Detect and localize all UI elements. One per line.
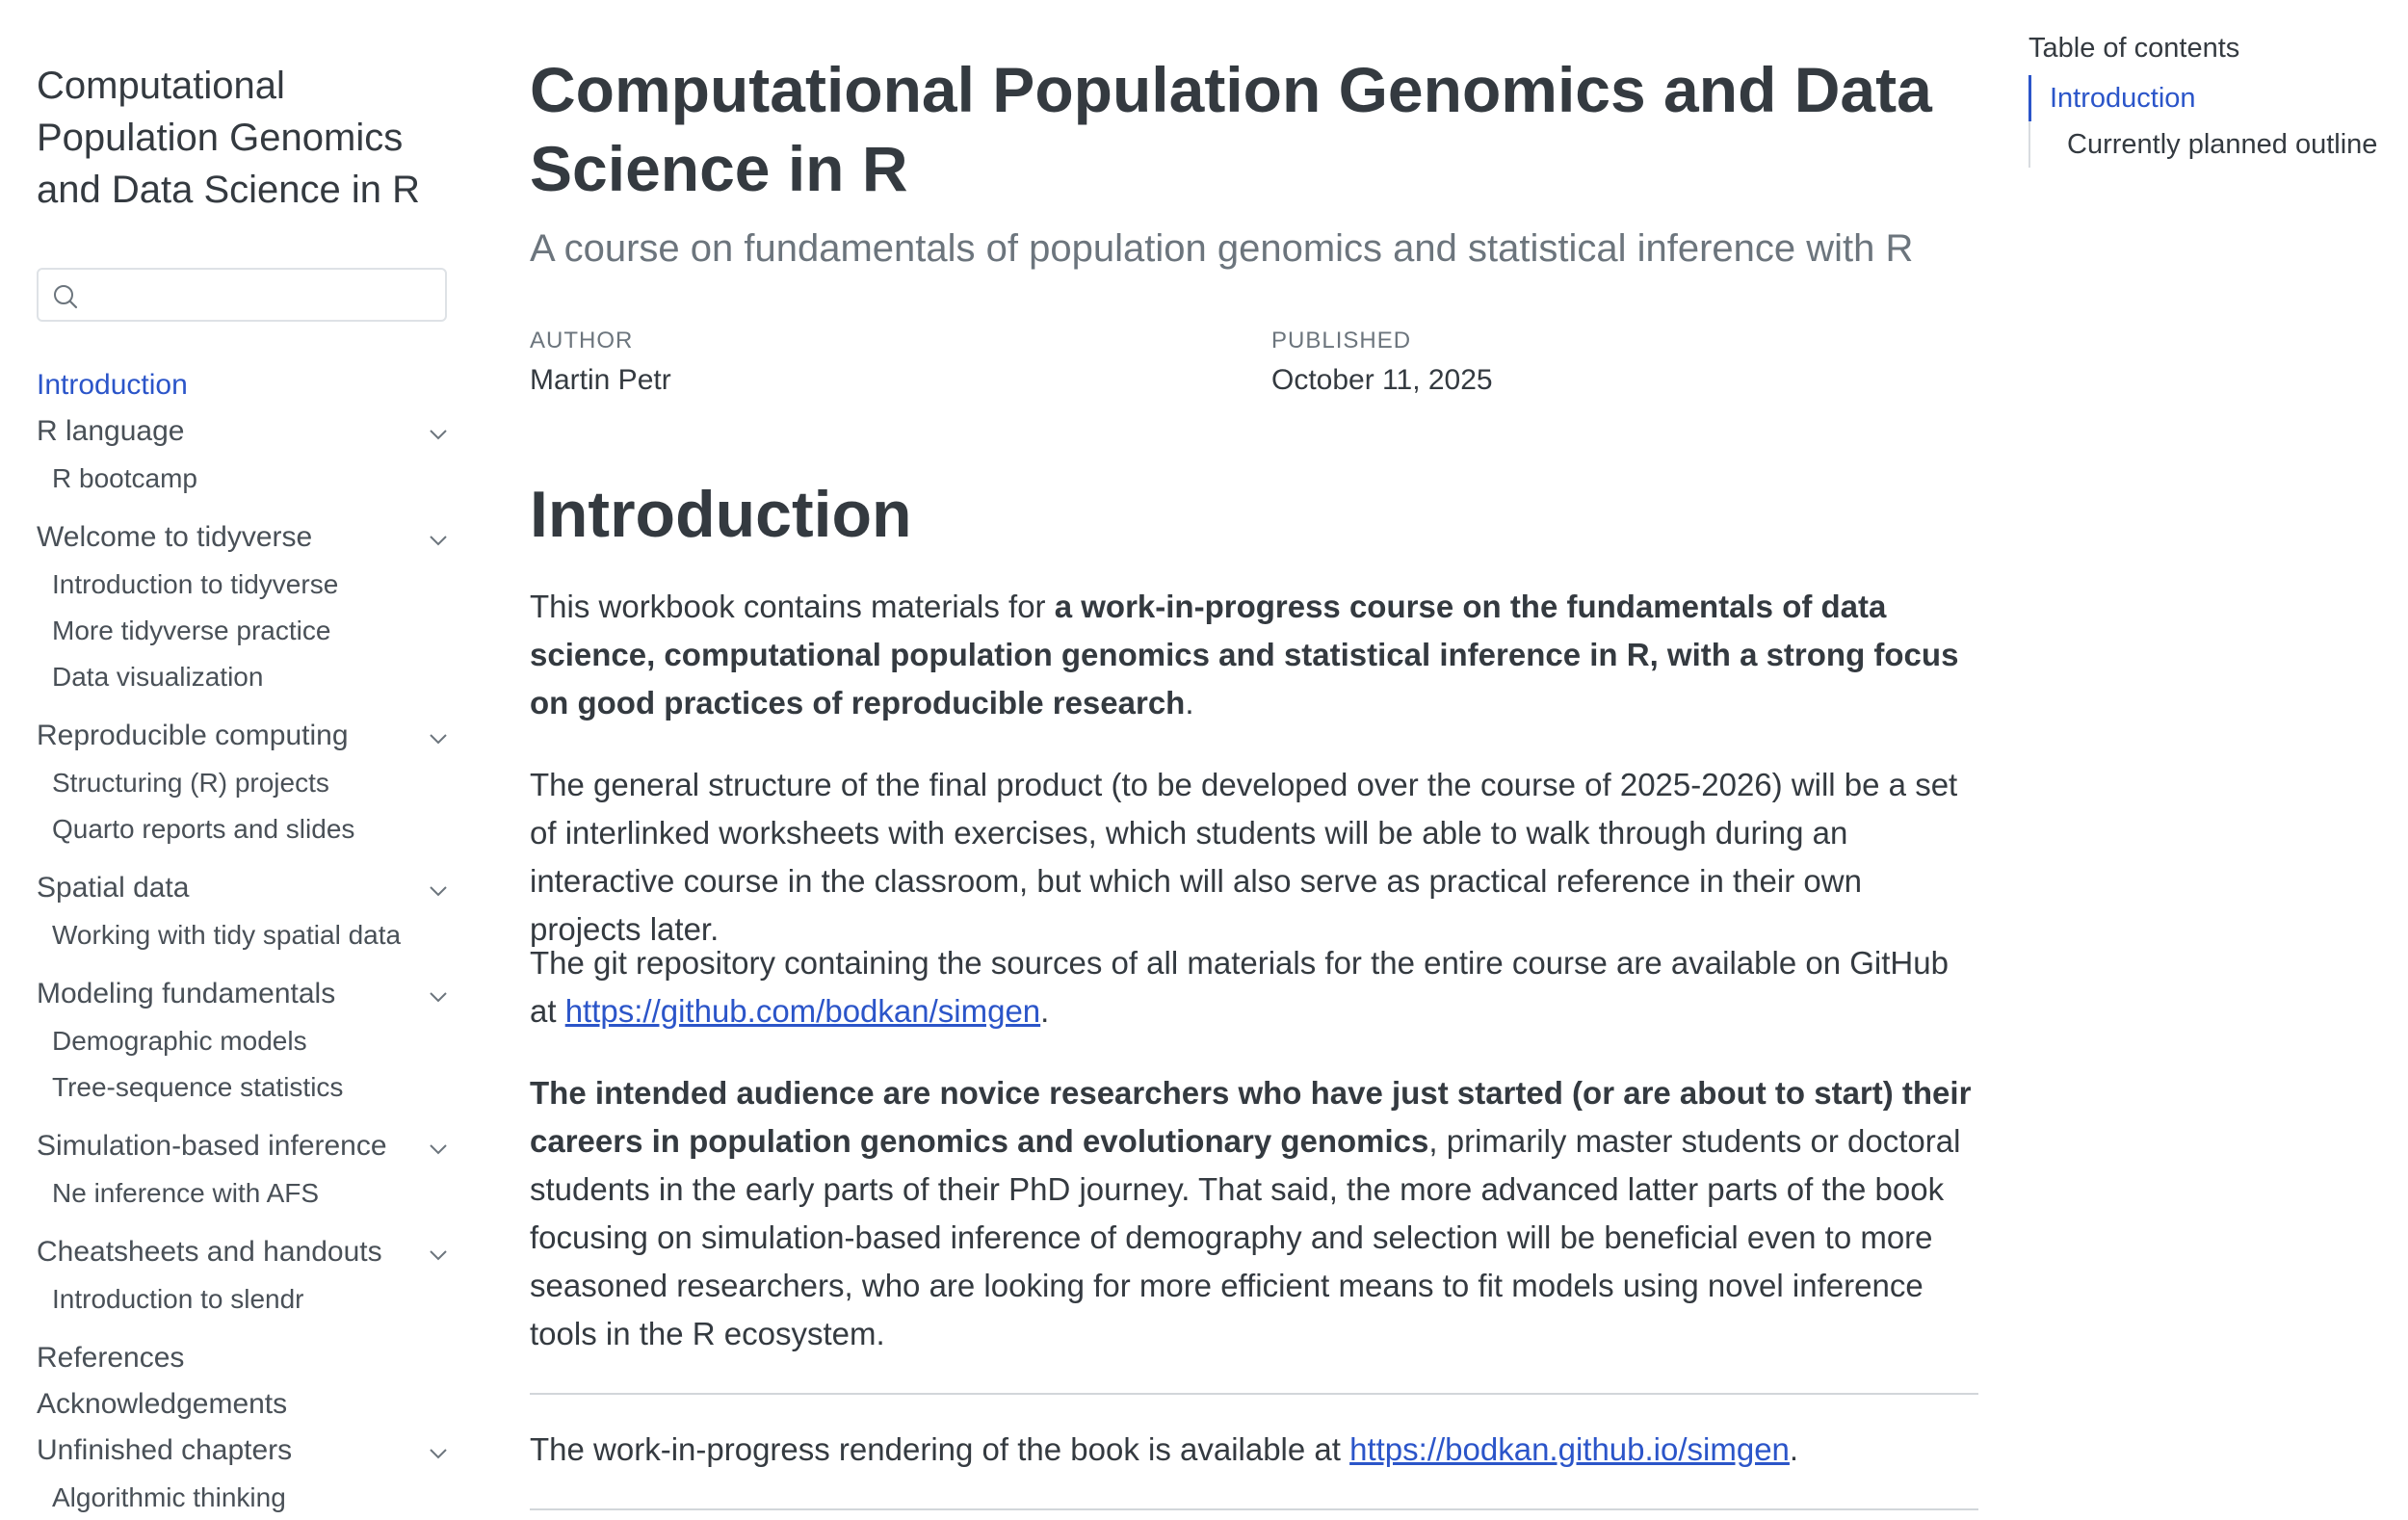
sidebar-item-tidy-spatial-data[interactable]: Working with tidy spatial data [52, 920, 402, 950]
github-repo-link[interactable]: https://github.com/bodkan/simgen [564, 993, 1041, 1029]
sidebar-item-data-visualization[interactable]: Data visualization [52, 662, 264, 692]
chevron-down-icon[interactable] [424, 983, 453, 1011]
sidebar-item-introduction-to-tidyverse[interactable]: Introduction to tidyverse [52, 569, 339, 599]
chevron-down-icon[interactable] [424, 526, 453, 555]
page-title: Computational Population Genomics and Data Science in R [530, 54, 1932, 204]
sidebar-item-acknowledgements[interactable]: Acknowledgements [37, 1388, 288, 1420]
sidebar-item-modeling-fundamentals[interactable]: Modeling fundamentals [37, 978, 336, 1009]
chevron-down-icon[interactable] [424, 724, 453, 753]
sidebar-item-quarto-reports[interactable]: Quarto reports and slides [52, 814, 355, 844]
sidebar-item-tree-sequence-statistics[interactable]: Tree-sequence statistics [52, 1072, 344, 1102]
paragraph-text: The work-in-progress rendering of the book is available at [530, 1431, 1350, 1467]
paragraph-text: . [1040, 993, 1050, 1029]
paragraph-intro [530, 583, 1979, 727]
search-icon [52, 283, 79, 310]
sidebar-item-reproducible-computing[interactable]: Reproducible computing [37, 720, 349, 751]
site-title[interactable]: Computational Population Genomics and Data Science in R [37, 65, 421, 211]
chevron-down-icon[interactable] [424, 1439, 453, 1468]
paragraph-structure: The general structure of the final product (to be developed over the course of 2025-2026) will be a set of interlinked worksheets with exercises, which students will be able to walk through during an interactive course in the classroom, but which will also serve as practical reference in their own projects later. [530, 767, 1958, 947]
author-label: AUTHOR [530, 328, 634, 354]
toc-item-introduction[interactable]: Introduction [2030, 75, 2408, 121]
sidebar-item-welcome-to-tidyverse[interactable]: Welcome to tidyverse [37, 521, 313, 553]
paragraph-text: The git repository containing the sources of all materials for the entire course are available on GitHub at [530, 945, 1949, 1029]
sidebar-item-cheatsheets[interactable]: Cheatsheets and handouts [37, 1236, 382, 1268]
sidebar-item-r-language[interactable]: R language [37, 415, 185, 447]
search-box[interactable] [37, 268, 447, 322]
paragraph-text: , primarily master students or doctoral students in the early parts of their PhD journey. That said, the more advanced latter parts of the book focusing on simulation-based inference of demography and selection will be beneficial even to more seasoned researchers, who are looking for more efficient means to fit models using novel inference tools in the R ecosystem. [530, 1123, 1961, 1351]
toc-title: Table of contents [2028, 33, 2240, 64]
sidebar-item-more-tidyverse-practice[interactable]: More tidyverse practice [52, 616, 331, 645]
sidebar-item-demographic-models[interactable]: Demographic models [52, 1026, 307, 1056]
sidebar-item-references[interactable]: References [37, 1342, 185, 1374]
sidebar-item-introduction-to-slendr[interactable]: Introduction to slendr [52, 1284, 304, 1314]
search-input[interactable] [89, 277, 439, 316]
paragraph-text: . [1789, 1431, 1799, 1467]
published-label: PUBLISHED [1271, 328, 1412, 354]
sidebar-item-structuring-projects[interactable]: Structuring (R) projects [52, 768, 329, 798]
author-name: Martin Petr [530, 364, 671, 396]
chevron-down-icon[interactable] [424, 1241, 453, 1270]
chevron-down-icon[interactable] [424, 1135, 453, 1164]
sidebar-item-spatial-data[interactable]: Spatial data [37, 872, 190, 904]
paragraph-bold: The intended audience are novice researchers who have just started (or are about to start) their careers in population genomics and evolutionary genomics [530, 1075, 1972, 1159]
paragraph-repository [530, 939, 1979, 1035]
paragraph-audience [530, 1069, 1979, 1358]
paragraph-rendering [530, 1426, 1979, 1474]
paragraph-bold: a work-in-progress course on the fundamentals of data science, computational population genomics and statistical inference in R, with a strong focus on good practices of reproducible research [530, 589, 1959, 721]
sidebar-item-algorithmic-thinking[interactable]: Algorithmic thinking [52, 1482, 286, 1512]
sidebar-item-simulation-based-inference[interactable]: Simulation-based inference [37, 1130, 387, 1162]
paragraph-text: This workbook contains materials for [530, 589, 1055, 624]
sidebar [37, 60, 451, 1512]
rendering-link[interactable]: https://bodkan.github.io/simgen [1349, 1431, 1790, 1467]
sidebar-item-introduction[interactable]: Introduction [37, 369, 188, 401]
divider [530, 1508, 1978, 1510]
toc-item-planned-outline[interactable]: Currently planned outline [2067, 129, 2378, 160]
sidebar-item-r-bootcamp[interactable]: R bootcamp [52, 463, 197, 493]
toc-list [2028, 75, 2408, 168]
chevron-down-icon[interactable] [424, 420, 453, 449]
sidebar-item-unfinished-chapters[interactable]: Unfinished chapters [37, 1434, 293, 1466]
sidebar-item-ne-inference-afs[interactable]: Ne inference with AFS [52, 1178, 320, 1208]
published-date: October 11, 2025 [1271, 364, 1493, 396]
table-of-contents [2028, 27, 2408, 168]
chevron-down-icon[interactable] [424, 877, 453, 905]
paragraph-text: . [1185, 685, 1194, 721]
divider [530, 1393, 1978, 1395]
section-heading-introduction: Introduction [530, 478, 912, 551]
page-subtitle: A course on fundamentals of population genomics and statistical inference with R [530, 227, 1914, 270]
